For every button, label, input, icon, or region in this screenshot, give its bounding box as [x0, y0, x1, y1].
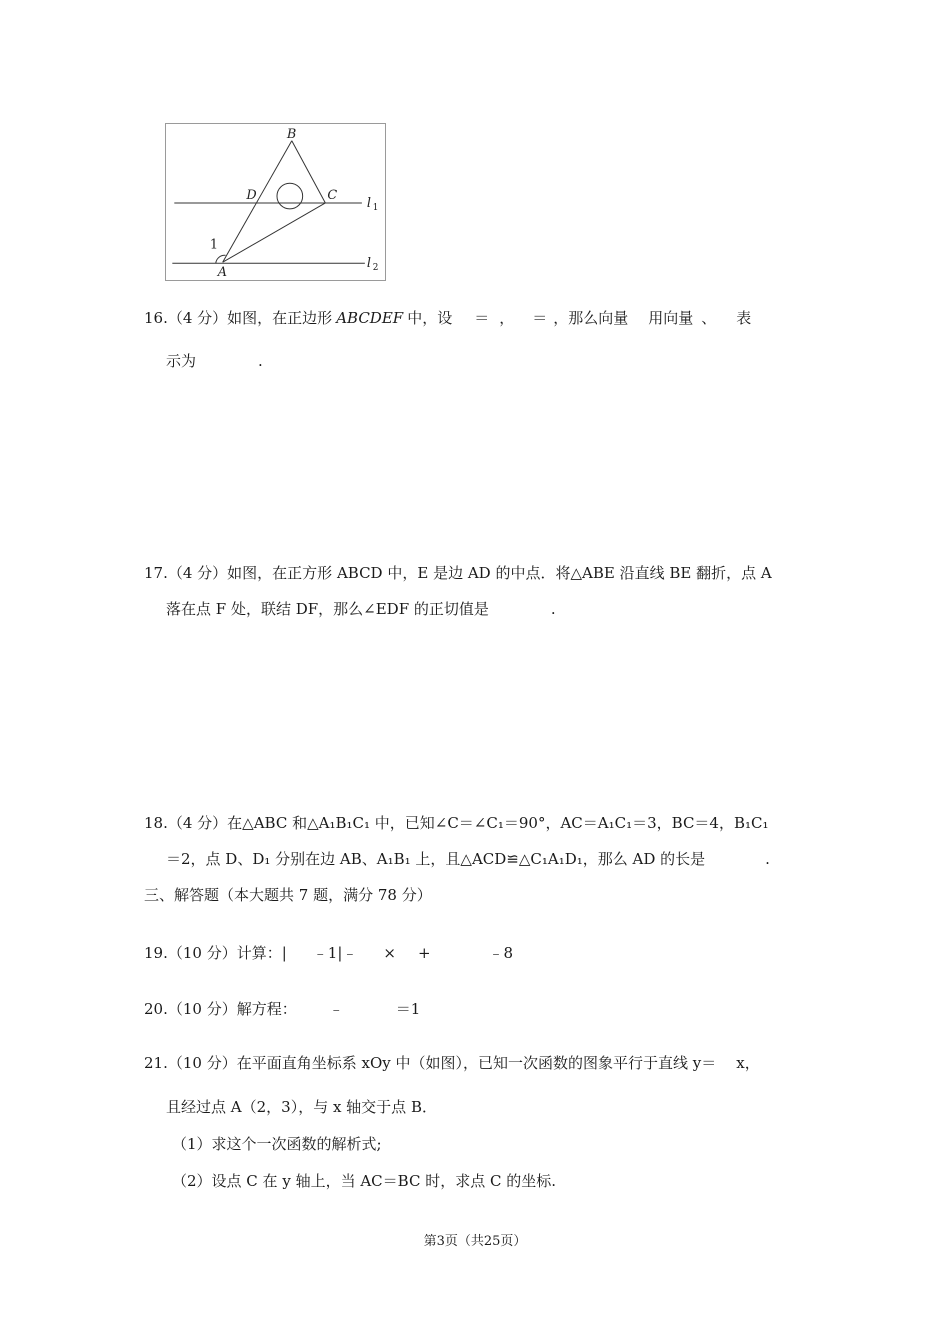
q21-text-a: 在平面直角坐标系 xOy 中（如图），已知一次函数的图象平行于直线 y＝ [236, 1054, 717, 1072]
q16-sep: 、 [701, 309, 717, 327]
q16-comma: ， [499, 309, 515, 327]
q16-text-d: 用向量 [648, 309, 694, 327]
q20-score: （10 分） [167, 1000, 237, 1018]
q17-number: 17. [144, 564, 168, 582]
q17-line1 [144, 562, 772, 583]
q18-line1 [144, 812, 769, 833]
q21-line2: 且经过点 A（2，3），与 x 轴交于点 B． [166, 1098, 437, 1116]
q16-number: 16. [144, 309, 168, 327]
q16-score: （4 分） [167, 309, 228, 327]
q17-text-a: 如图，在正方形 ABCD 中，E 是边 AD 的中点．将△ABE 沿直线 BE 翻折，点 A [227, 564, 772, 582]
q16-text-a: 如图，在正边形 [227, 309, 333, 327]
circle-mark [277, 183, 303, 209]
q21-line1 [144, 1052, 760, 1073]
q16-text-e: 表 [736, 309, 752, 327]
q18-text-a: 在△ABC 和△A₁B₁C₁ 中，已知∠C＝∠C₁＝90°，AC＝A₁C₁＝3，BC＝4，B₁C₁ [227, 814, 769, 832]
q16-period: . [258, 352, 263, 370]
label-a: A [217, 265, 228, 280]
label-l2-sub: 2 [372, 263, 379, 274]
q16-text-b: 中，设 [407, 309, 453, 327]
q19-minus8: ﹣8 [488, 944, 514, 962]
q16-eq1: ＝ [474, 309, 490, 327]
q20-eq: ＝1 [395, 1000, 421, 1018]
q21-sub2: （2）设点 C 在 y 轴上，当 AC＝BC 时，求点 C 的坐标. [172, 1172, 556, 1190]
q19-number: 19. [144, 944, 168, 962]
label-c: C [327, 188, 338, 204]
q18-text-b: ＝2，点 D、D₁ 分别在边 AB、A₁B₁ 上，且△ACD≌△C₁A₁D₁，那么 AD 的长是 [166, 850, 706, 868]
q16-text-f: 示为 [166, 352, 197, 370]
q21-text-b: x， [736, 1054, 760, 1072]
q17-period: . [550, 600, 556, 618]
q19-plus: + [417, 944, 431, 962]
segment-ab [223, 141, 292, 262]
q21-sub1: （1）求这个一次函数的解析式; [172, 1135, 382, 1153]
label-b: B [286, 126, 297, 142]
q21-score: （10 分） [167, 1054, 237, 1072]
label-l2: l [366, 256, 371, 272]
q17-score: （4 分） [167, 564, 228, 582]
label-angle-1: 1 [209, 237, 219, 253]
label-d: D [246, 188, 257, 204]
segment-bc [292, 141, 326, 203]
q18-line2 [166, 848, 770, 869]
q16-text-c: ，那么向量 [553, 309, 629, 327]
q21-number: 21. [144, 1054, 168, 1072]
q18-period: . [765, 850, 770, 868]
q19-label: 计算：| [236, 944, 287, 962]
segment-ac [223, 203, 326, 262]
geometry-figure [165, 123, 386, 281]
q20-minus: ﹣ [328, 1000, 344, 1018]
q20-label: 解方程： [236, 1000, 297, 1018]
q20-line [144, 998, 420, 1019]
q19-part2: ﹣1|﹣ [312, 944, 358, 962]
section-3-title: 三、解答题（本大题共 7 题，满分 78 分） [144, 886, 432, 904]
q17-line2 [166, 598, 556, 619]
label-l1-sub: 1 [372, 202, 379, 213]
page-footer: 第3页（共25页） [423, 1234, 527, 1249]
q20-number: 20. [144, 1000, 168, 1018]
parallel-lines-triangle-diagram [166, 124, 385, 280]
q18-number: 18. [144, 814, 168, 832]
label-l1: l [366, 195, 371, 211]
q19-times: × [383, 944, 396, 962]
q17-text-b: 落在点 F 处，联结 DF，那么∠EDF 的正切值是 [166, 600, 489, 618]
q18-score: （4 分） [167, 814, 228, 832]
q16-eq2: ＝ [532, 309, 548, 327]
q16-shape: ABCDEF [336, 309, 404, 327]
q19-score: （10 分） [167, 944, 237, 962]
q16-line2 [166, 350, 263, 371]
q16-line1 [144, 307, 751, 328]
q19-line [144, 942, 513, 963]
